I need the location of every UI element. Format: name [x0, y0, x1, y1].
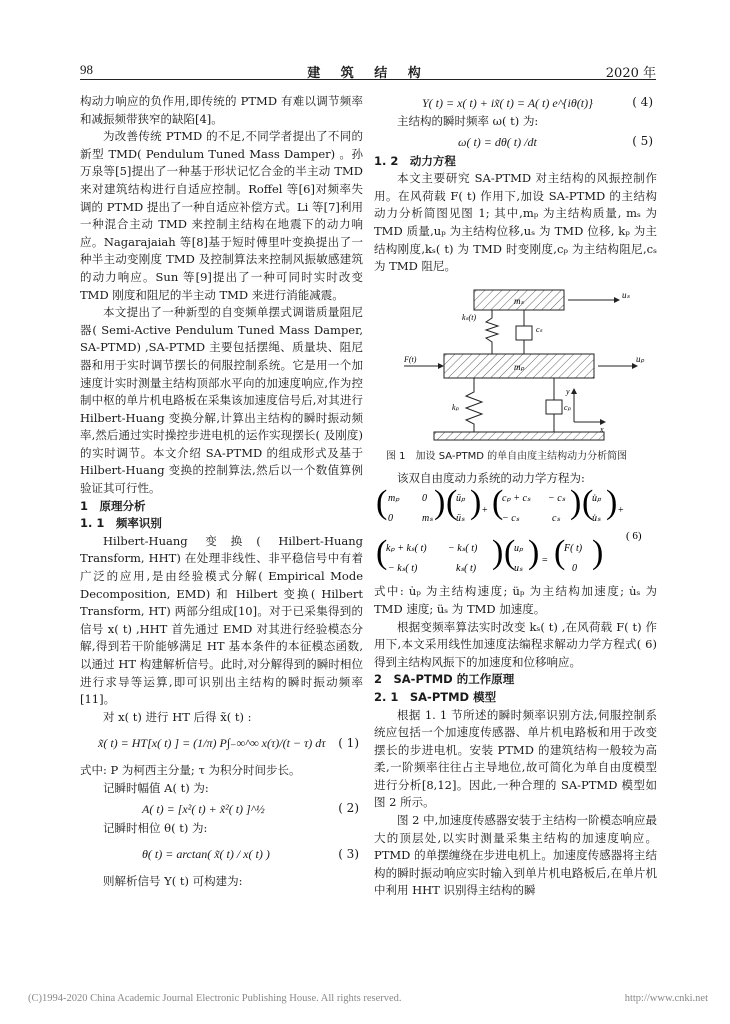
plus-sign: + — [482, 505, 488, 517]
vector-cell: u̇ₚ — [592, 493, 602, 505]
equation-3 — [80, 837, 363, 873]
label-up: uₚ — [636, 353, 645, 364]
paragraph: 本文提出了一种新型的自变频单摆式调谐质量阻尼器( Semi-Active Pendulum Tuned Mass Damper, SA-PTMD) ,SA-PTMD 主要包括摆绳、质量块、阻尼器和用于实时调节摆长的伺服控制系统。它是用一个加速度计实时测量主结构顶部水平向的加速度响应,作为控制中枢的单片机电路板在采集该加速度信号后,对其进行 Hilbert-Huang 变换分解,计算出主结构的瞬时振动频率,然后通过实时操控步进电机的运作实现摆长( 及刚度) 的实时调节。本文介绍 SA-PTMD 的组成形式及基于 Hilbert-Huang 变换的控制算法,然后以一个数值算例验证其可行性。 — [80, 305, 363, 496]
paren-right: ) — [492, 534, 504, 572]
paren-right: ) — [434, 487, 446, 522]
matrix-cell: cₚ + cₛ — [502, 493, 531, 505]
page-number: 98 — [80, 62, 93, 77]
paragraph: 本文主要研究 SA-PTMD 对主结构的风振控制作用。在风荷载 F( t) 作用下,加设 SA-PTMD 的主结构动力分析简图见图 1; 其中,mₚ 为主结构质量, mₛ 为 TMD 质量,uₚ 为主结构位移,uₛ 为 TMD 位移, kₚ 为主结构刚度,kₛ( t) 为 TMD 时变刚度,cₚ 为主结构阻尼,cₛ 为 TMD 阻尼。 — [374, 171, 657, 274]
vector-cell: F( t) — [564, 543, 583, 555]
paragraph: 该双自由度动力系统的动力学方程为: — [397, 470, 585, 485]
y-arrowhead — [571, 388, 577, 394]
equation-expr: A( t) = [x²( t) + x̃²( t) ]^½ — [142, 801, 265, 816]
vector-cell: 0 — [572, 563, 577, 575]
label-ms: mₛ — [514, 295, 524, 306]
paragraph: 构动力响应的负作用,即传统的 PTMD 有难以调节频率和减振频带狭窄的缺陷[4]。 — [80, 94, 363, 126]
paren-right: ) — [592, 534, 604, 572]
label-cp: cₚ — [564, 402, 571, 412]
paren-right: ) — [470, 487, 482, 522]
matrix-cell: − cₛ — [548, 493, 566, 505]
equals-sign: = — [542, 555, 548, 567]
matrix-cell: kₛ( t) — [456, 563, 477, 575]
paren-left: ( — [446, 487, 458, 522]
paragraph: 根据变频率算法实时改变 kₛ( t) ,在风荷载 F( t) 作用下,本文采用线性加速度法编程求解动力学方程式( 6) 得到主结构风振下的加速度和位移响应。 — [374, 619, 657, 669]
paren-left: ( — [504, 534, 516, 572]
section-heading: 2 SA-PTMD 的工作原理 — [374, 672, 515, 687]
equation-number: ( 1) — [338, 736, 359, 751]
force-arrowhead — [438, 363, 444, 369]
vector-cell: üₛ — [456, 513, 465, 525]
paren-right: ) — [528, 534, 540, 572]
equation-number: ( 6) — [626, 530, 642, 543]
subsection-heading: 1. 2 动力方程 — [374, 153, 456, 168]
cs-damper-body — [516, 326, 532, 340]
right-column — [374, 93, 657, 900]
equation-expr: x̃( t) = HT[x( t) ] = (1/π) P∫₋∞^∞ x(τ)/(t − τ) dτ — [98, 736, 326, 751]
paren-right: ) — [606, 487, 618, 522]
us-arrowhead — [614, 297, 620, 303]
vector-cell: uₛ — [514, 563, 523, 575]
label-kp: kₚ — [452, 402, 459, 412]
paragraph: Hilbert-Huang 变换( Hilbert-Huang Transform, HHT) 在处理非线性、非平稳信号中有着广泛的应用,是由经验模式分解( Empirical Mode Decomposition, EMD) 和 Hilbert 变换( Hilbert Transform, HT) 两部分组成[10]。对于已采集得到的信号 x( t) ,HHT 首先通过 EMD 对其进行经验模态分解,得到若干阶能够满足 HT 基本条件的本征模态函数,以通过 HT 构建解析信号。此时,对分解得到的瞬时相位进行求导等运算,即可识别出主结构的瞬时振动频率[11]。 — [80, 533, 363, 707]
label-mp: mₚ — [514, 361, 525, 372]
figure-caption: 图 1 加设 SA-PTMD 的单自由度主结构动力分析简图 — [386, 450, 628, 462]
left-column — [80, 93, 363, 891]
paren-left: ( — [376, 534, 388, 572]
paragraph: 根据 1. 1 节所述的瞬时频率识别方法,伺服控制系统应包括一个加速度传感器、单片机电路板和用于改变摆长的步进电机。安装 PTMD 的建筑结构一般较为高柔,一阶频率往往占主导地位,故可简化为单自由度模型进行分析[8,12]。因此,一种合理的 SA-PTMD 模型如图 2 所示。 — [374, 707, 657, 810]
vector-cell: uₚ — [514, 543, 524, 555]
matrix-cell: cₛ — [552, 513, 561, 525]
equation-expr: ω( t) = dθ( t) /dt — [458, 134, 537, 149]
equation-number: ( 5) — [632, 133, 653, 148]
equation-number: ( 2) — [338, 800, 359, 815]
page-footer — [28, 993, 708, 1004]
matrix-cell: mₛ — [422, 513, 433, 525]
figure-1 — [374, 282, 657, 448]
vector-cell: u̇ₛ — [592, 513, 601, 525]
plus-sign: + — [618, 505, 624, 517]
label-ks: kₛ(t) — [462, 312, 477, 322]
subsection-heading: 1. 1 频率识别 — [80, 516, 162, 531]
label-y: y — [566, 386, 570, 396]
paragraph: 则解析信号 Y( t) 可构建为: — [103, 874, 243, 889]
structure-diagram — [374, 282, 657, 448]
copyright-text: (C)1994-2020 China Academic Journal Electronic Publishing House. All rights reserved. — [28, 993, 402, 1004]
equation-number: ( 4) — [632, 95, 653, 110]
paragraph: 记瞬时幅值 A( t) 为: — [103, 780, 209, 795]
journal-title: 建 筑 结 构 — [307, 66, 429, 81]
footer-url[interactable]: http://www.cnki.net — [624, 993, 708, 1004]
section-heading: 1 原理分析 — [80, 498, 146, 513]
equation-expr: Y( t) = x( t) + ix̃( t) = A( t) e^{iθ(t)} — [422, 96, 593, 110]
label-force: F(t) — [404, 354, 417, 364]
kp-spring — [466, 378, 482, 432]
paren-right: ) — [570, 487, 582, 522]
paragraph: 为改善传统 PTMD 的不足,不同学者提出了不同的新型 TMD( Pendulum Tuned Mass Damper) 。孙万泉等[5]提出了一种基于形状记忆合金的半主动 TMD 来对建筑结构进行自适应控制。Roffel 等[6]对频率失调的 PTMD 提出了一种自适应补偿方式。Li 等[7]利用一种混合主动 TMD 来控制主结构在地震下的动力响应。Nagarajaiah 等[8]基于短时傅里叶变换提出了一种半主动变刚度 TMD 及控制算法来控制风振敏感建筑的动力响应。Sun 等[9]提出了一种可同时实时改变 TMD 刚度和阻尼的半主动 TMD 来进行消能减震。 — [80, 129, 363, 302]
paren-left: ( — [554, 534, 566, 572]
paren-left: ( — [492, 487, 504, 522]
matrix-cell: − kₛ( t) — [448, 543, 478, 555]
ks-spring — [486, 310, 498, 354]
ground — [434, 432, 604, 440]
paragraph: 图 2 中,加速度传感器安装于主结构一阶模态响应最大的顶层处,以实时测量采集主结构的加速度响应。PTMD 的单摆缠绕在步进电机上。加速度传感器将主结构的瞬时振动响应实时输入到单片机电路板后,在单片机中利用 HHT 识别得主结构的瞬 — [374, 813, 657, 898]
label-x: x — [600, 424, 604, 434]
page-header — [80, 62, 656, 81]
equation-2 — [80, 798, 363, 820]
equation-4 — [374, 93, 657, 113]
paragraph: 对 x( t) 进行 HT 后得 x̃( t) : — [103, 709, 252, 724]
equation-1 — [80, 726, 363, 762]
label-cs: cₛ — [536, 324, 543, 334]
paragraph: 式中: u̇ₚ 为主结构速度; üₚ 为主结构加速度; u̇ₛ 为 TMD 速度; üₛ 为 TMD 加速度。 — [374, 584, 657, 616]
paren-left: ( — [582, 487, 594, 522]
issue-year: 2020 年 — [605, 66, 656, 81]
matrix-cell: 0 — [388, 513, 393, 525]
paragraph: 式中: P 为柯西主分量; τ 为积分时间步长。 — [80, 763, 301, 778]
label-us: uₛ — [622, 289, 630, 300]
matrix-cell: − cₛ — [502, 513, 520, 525]
equation-5 — [374, 131, 657, 153]
matrix-cell: mₚ — [388, 493, 400, 505]
equation-expr: θ( t) = arctan( x̃( t) / x( t) ) — [142, 847, 270, 862]
matrix-cell: kₚ + kₛ( t) — [386, 543, 427, 555]
paragraph: 记瞬时相位 θ( t) 为: — [103, 820, 208, 835]
vector-cell: üₚ — [456, 493, 466, 505]
matrix-cell: 0 — [422, 493, 427, 505]
cp-damper-body — [546, 400, 562, 414]
paragraph: 主结构的瞬时频率 ω( t) 为: — [397, 114, 539, 128]
equation-6 — [374, 487, 657, 583]
matrix-cell: − kₛ( t) — [388, 563, 418, 575]
paren-left: ( — [376, 487, 388, 522]
subsection-heading: 2. 1 SA-PTMD 模型 — [374, 689, 497, 704]
equation-number: ( 3) — [338, 847, 359, 862]
header-rule — [80, 79, 656, 80]
matrix-equation — [374, 487, 657, 583]
